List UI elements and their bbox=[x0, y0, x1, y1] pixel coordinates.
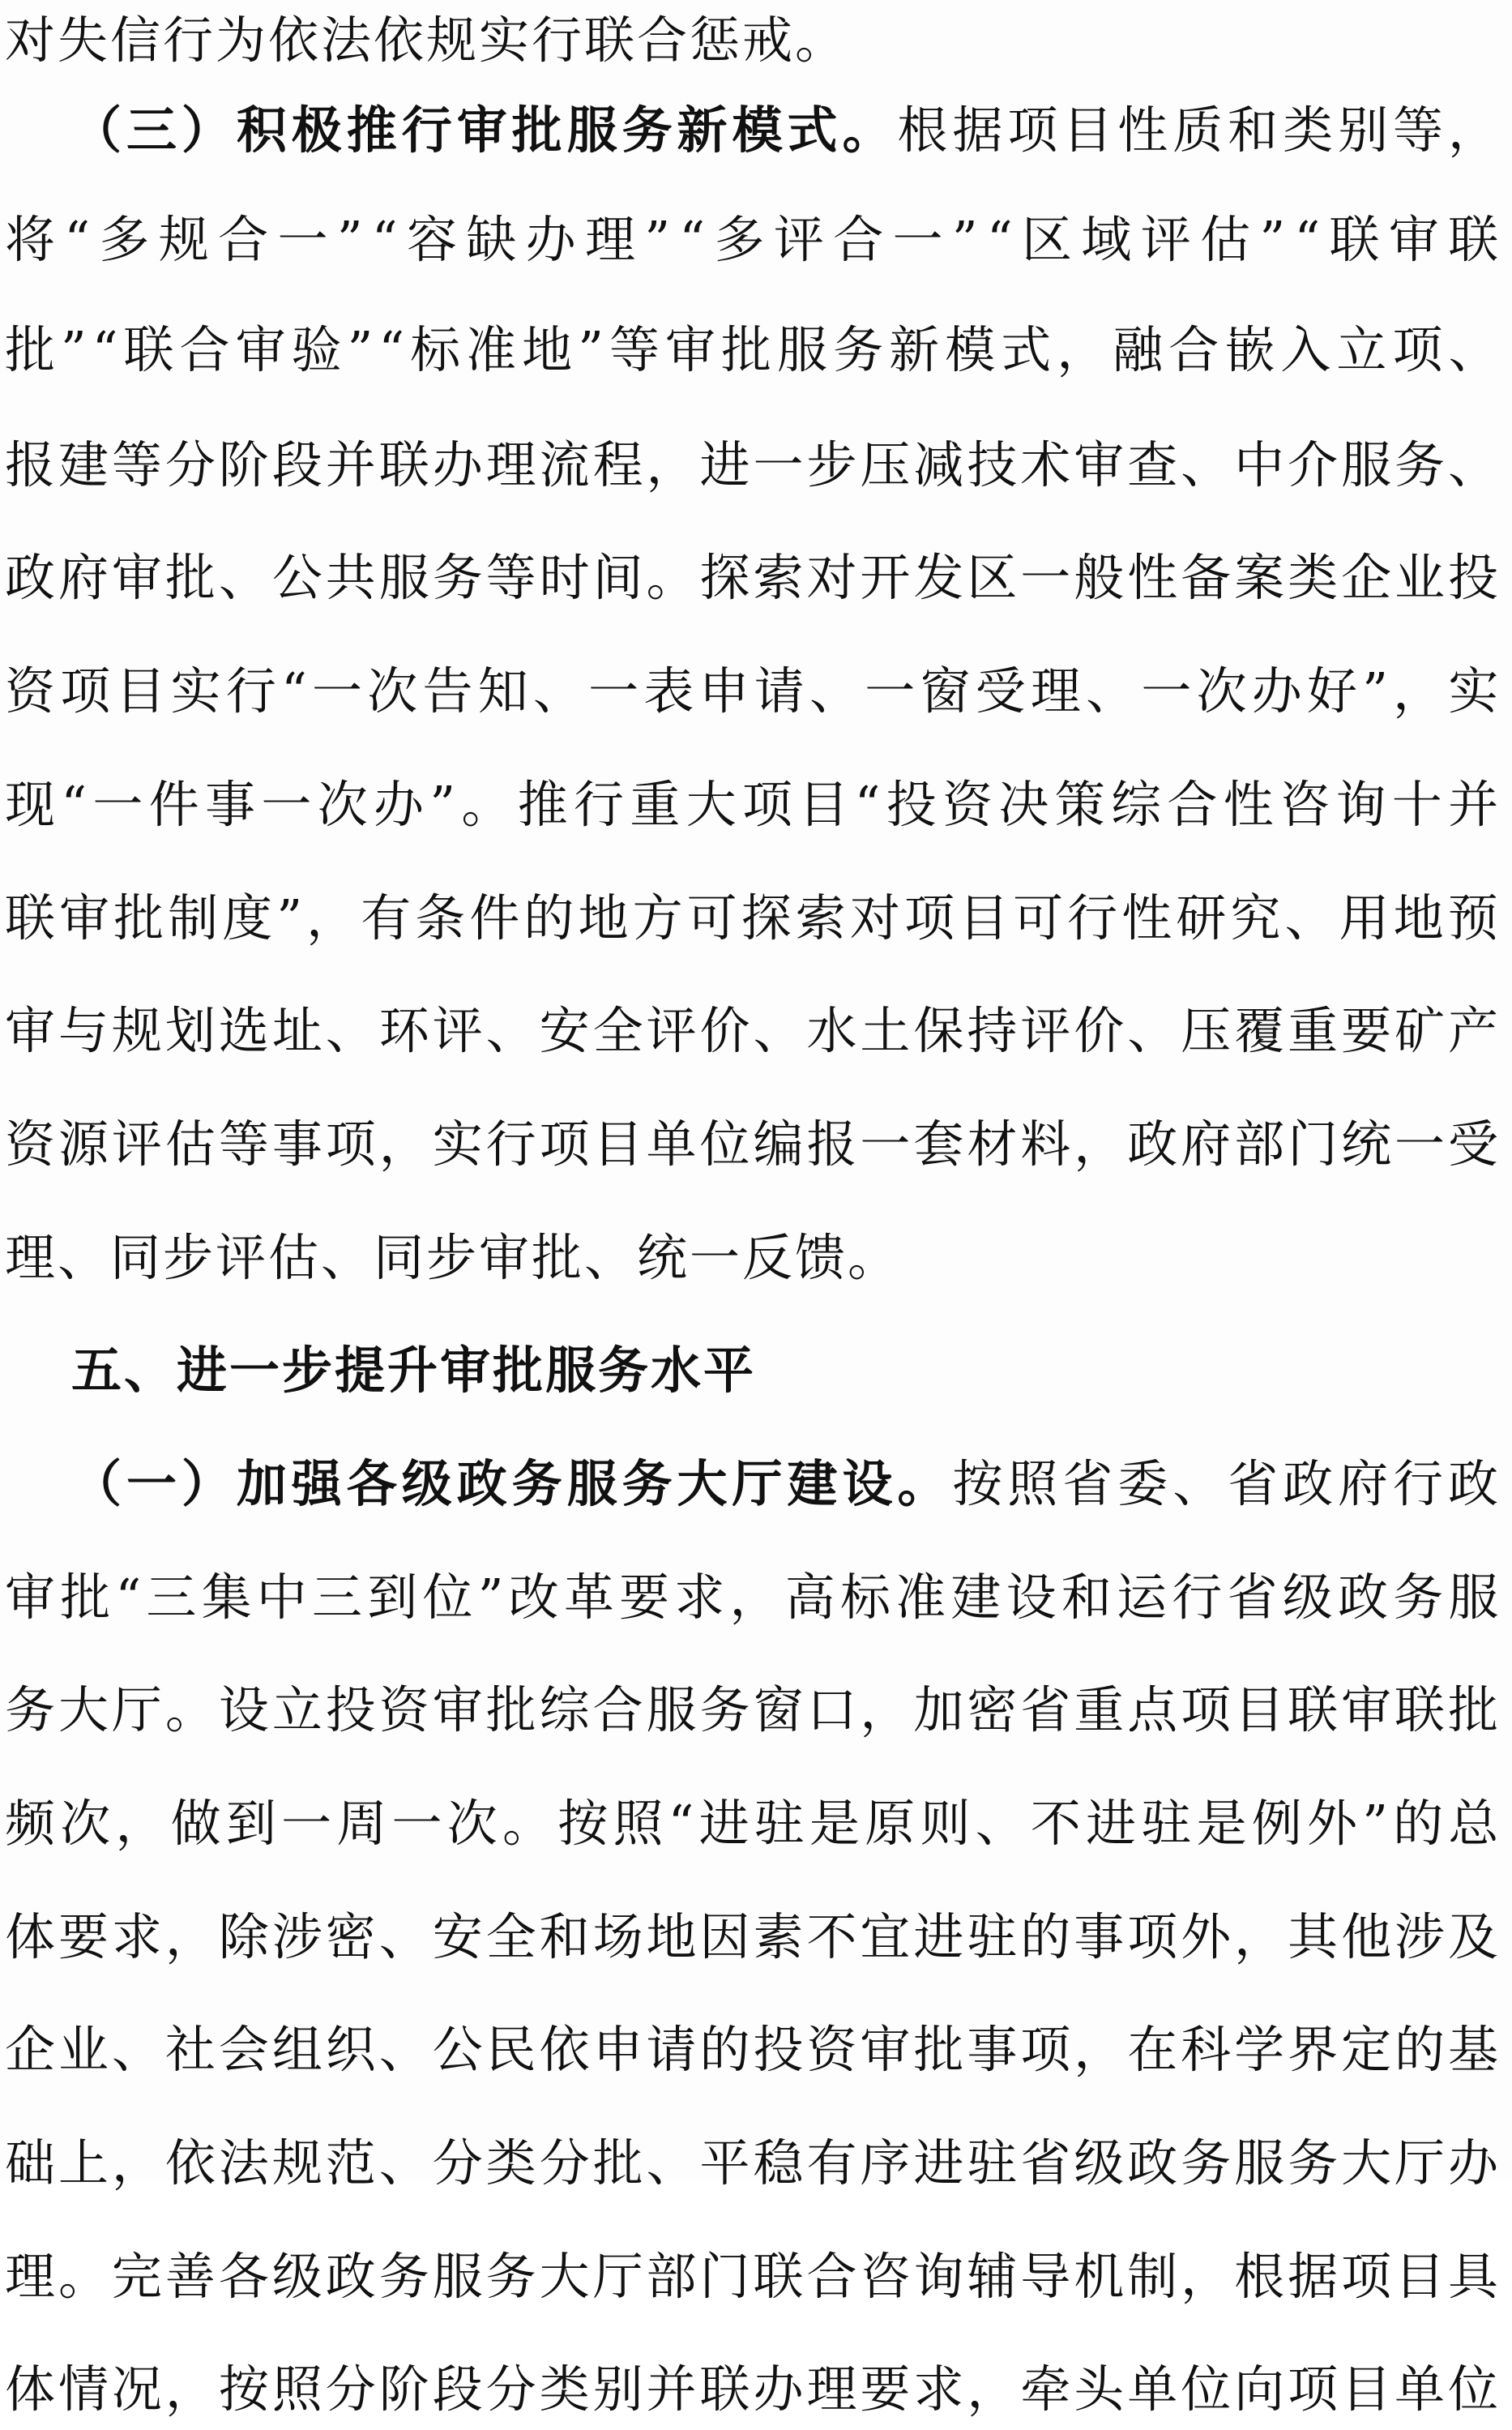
heading-text: 五、进一步提升审批服务水平 bbox=[71, 1341, 757, 1400]
text-line bbox=[5, 199, 1508, 280]
body-text: 按照省委、省政府行政 bbox=[952, 1454, 1503, 1513]
text-line bbox=[5, 537, 1501, 618]
heading-text: （三）积极推行审批服务新模式。 bbox=[71, 101, 898, 160]
text-line bbox=[5, 1104, 1501, 1185]
text-line bbox=[5, 1670, 1501, 1751]
text-line bbox=[71, 1330, 756, 1411]
text-line bbox=[5, 764, 1504, 845]
text-line bbox=[5, 2349, 1501, 2430]
text-line bbox=[5, 651, 1504, 732]
body-text: 体要求，除涉密、安全和场地因素不宜进驻的事项外，其他涉及 bbox=[5, 1907, 1501, 1966]
body-text: 批”“联合审验”“标准地”等审批服务新模式，融合嵌入立项、 bbox=[5, 320, 1505, 379]
body-text: 理。完善各级政务服务大厅部门联合咨询辅导机制，根据项目具 bbox=[5, 2247, 1501, 2306]
body-text: 理、同步评估、同步审批、统一反馈。 bbox=[5, 1228, 901, 1287]
body-text: 将“多规合一”“容缺办理”“多评合一”“区域评估”“联审联 bbox=[5, 210, 1508, 269]
body-text: 础上，依法规范、分类分批、平稳有序进驻省级政务服务大厅办 bbox=[5, 2133, 1501, 2193]
text-line bbox=[5, 2123, 1501, 2204]
text-line bbox=[5, 1217, 900, 1298]
body-text: 联审批制度”，有条件的地方可探索对项目可行性研究、用地预 bbox=[5, 888, 1502, 948]
text-line bbox=[5, 1783, 1504, 1864]
text-line bbox=[71, 90, 1503, 171]
text-line bbox=[5, 425, 1501, 506]
text-line bbox=[5, 2009, 1501, 2090]
body-text: 企业、社会组织、公民依申请的投资审批事项，在科学界定的基 bbox=[5, 2020, 1501, 2079]
text-line bbox=[5, 310, 1505, 391]
text-line bbox=[5, 1557, 1504, 1638]
body-text: 务大厅。设立投资审批综合服务窗口，加密省重点项目联审联批 bbox=[5, 1680, 1501, 1739]
text-line bbox=[5, 990, 1501, 1072]
body-text: 政府审批、公共服务等时间。探索对开发区一般性备案类企业投 bbox=[5, 548, 1501, 607]
body-text: 报建等分阶段并联办理流程，进一步压减技术审查、中介服务、 bbox=[5, 435, 1501, 494]
body-text: 体情况，按照分阶段分类别并联办理要求，牵头单位向项目单位 bbox=[5, 2359, 1501, 2419]
body-text: 审批“三集中三到位”改革要求，高标准建设和运行省级政务服 bbox=[5, 1568, 1504, 1627]
text-line bbox=[5, 0, 848, 81]
text-line bbox=[5, 878, 1502, 959]
text-line bbox=[71, 1444, 1503, 1525]
heading-text: （一）加强各级政务服务大厅建设。 bbox=[71, 1454, 953, 1513]
text-line bbox=[5, 2236, 1501, 2317]
body-text: 对失信行为依法依规实行联合惩戒。 bbox=[5, 11, 848, 70]
body-text: 现“一件事一次办”。推行重大项目“投资决策综合性咨询十并 bbox=[5, 775, 1505, 834]
body-text: 资源评估等事项，实行项目单位编报一套材料，政府部门统一受 bbox=[5, 1114, 1501, 1174]
body-text: 审与规划选址、环评、安全评价、水土保持评价、压覆重要矿产 bbox=[5, 1001, 1501, 1060]
text-line bbox=[5, 1897, 1501, 1978]
body-text: 频次，做到一周一次。按照“进驻是原则、不进驻是例外”的总 bbox=[5, 1794, 1504, 1853]
body-text: 资项目实行“一次告知、一表申请、一窗受理、一次办好”，实 bbox=[5, 661, 1504, 721]
body-text: 根据项目性质和类别等， bbox=[897, 101, 1503, 160]
